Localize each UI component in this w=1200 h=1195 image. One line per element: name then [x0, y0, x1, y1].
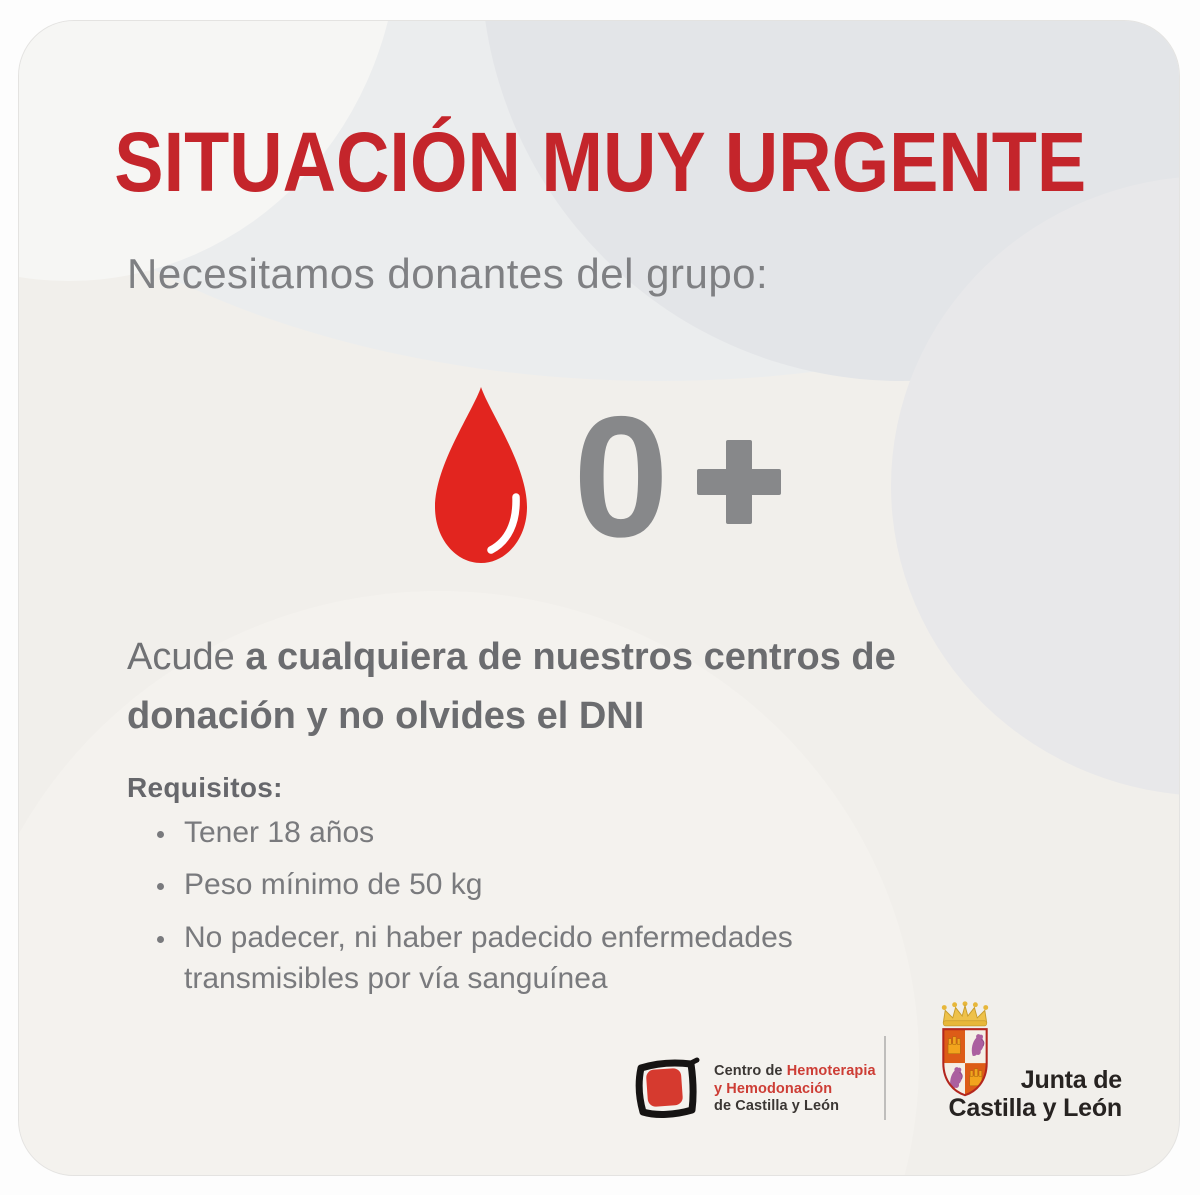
poster-title	[0, 115, 1200, 209]
chem-line1-highlight: Hemoterapia	[786, 1063, 876, 1079]
chem-line3: de Castilla y León	[714, 1098, 840, 1115]
junta-line2: Castilla y León	[948, 1094, 1122, 1122]
requirements-label: Requisitos:	[127, 772, 283, 803]
blood-drop-icon	[419, 381, 543, 573]
junta-label	[930, 1066, 1122, 1122]
chem-line1-prefix: Centro de	[714, 1063, 787, 1079]
blood-group-row	[0, 372, 1200, 582]
cta-regular: Acude	[127, 636, 246, 678]
crown	[942, 1001, 988, 1026]
hemotherapy-center-label	[714, 1063, 876, 1116]
requirement-item: • Tener 18 años	[178, 812, 878, 853]
poster-title-text: SITUACIÓN MUY URGENTE	[114, 115, 1086, 209]
junta-line1: Junta de	[1020, 1066, 1122, 1094]
footer-logos	[0, 990, 1200, 1160]
logo-divider	[884, 1036, 886, 1120]
requirement-item: • No padecer, ni haber padecido enfermedades transmisibles por vía sanguínea	[178, 917, 878, 1000]
chem-line2: y Hemodonación	[714, 1080, 833, 1097]
chem-line1	[714, 1063, 876, 1081]
requirements-list	[140, 812, 878, 1011]
requirement-item: • Peso mínimo de 50 kg	[178, 864, 878, 905]
plus-icon	[697, 440, 781, 524]
poster-subtitle: Necesitamos donantes del grupo:	[127, 250, 769, 297]
blood-group-number: 0	[573, 380, 671, 573]
cta-text	[127, 628, 1037, 746]
brush-square-icon	[630, 1053, 706, 1129]
cta-bold: a cualquiera de nuestros centros de donación y no olvides el DNI	[127, 636, 896, 737]
castle-top-left	[948, 1037, 960, 1054]
